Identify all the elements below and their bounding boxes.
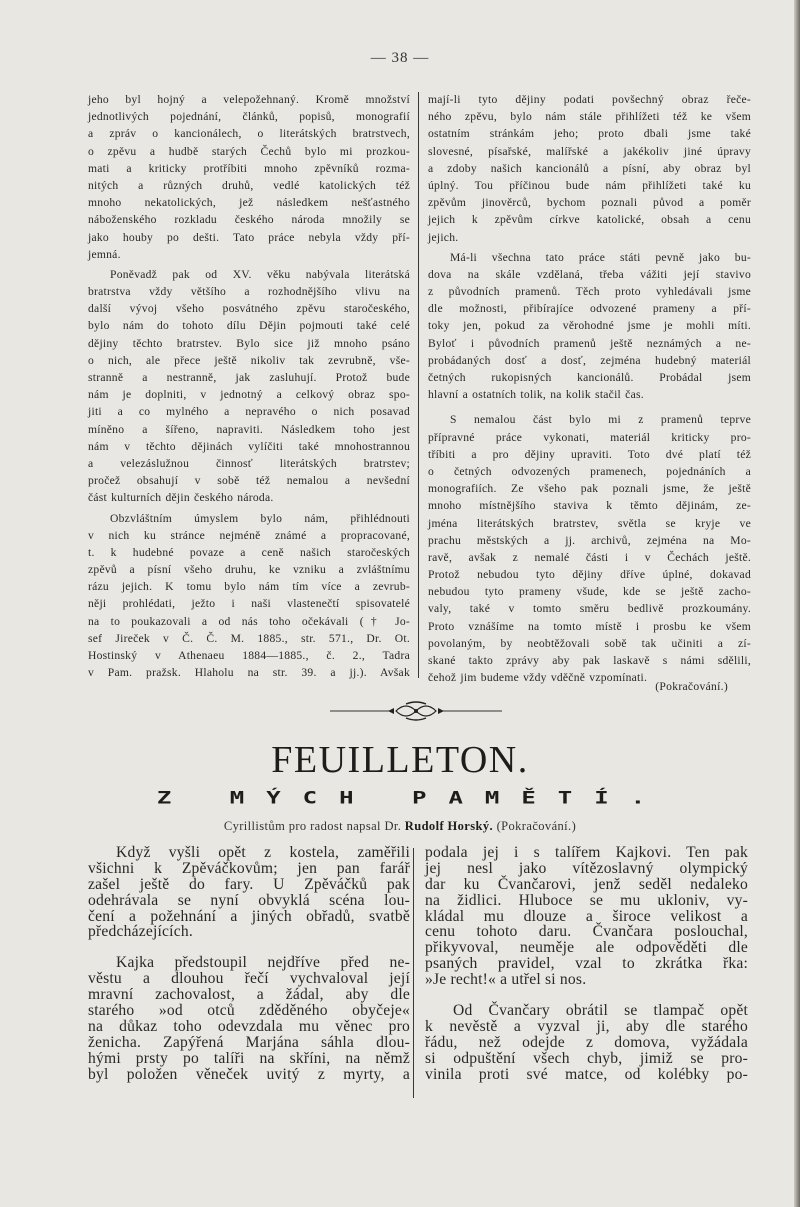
text-line: jednotlivých pojednání, článků, popisů, monografií xyxy=(88,110,410,124)
text-line: v nich ku stránce nejméně známé a propracované, xyxy=(88,528,410,542)
continued-note: (Pokračování.) xyxy=(655,680,728,693)
text-line: ženicha. Zapýřená Marjána sáhla dlou- xyxy=(88,1033,410,1051)
paragraph xyxy=(88,266,410,507)
text-line: odehrávala se nyní obvyklá scéna lou- xyxy=(88,891,410,909)
text-line: vinila proti své matce, od kolébky po- xyxy=(425,1065,748,1083)
text-line: jeho byl hojný a velepožehnaný. Kromě množství xyxy=(88,93,410,106)
text-line: míněno a šířeno, napraviti. Následkem toho jest xyxy=(88,422,410,436)
text-line: dle možnosti, přibírajíce odvozené prameny a pří- xyxy=(428,302,751,316)
paragraph xyxy=(88,91,410,263)
text-line: k nevěstě a vyzval ji, aby dle starého xyxy=(425,1017,748,1035)
text-line: o zpěvu a hudbě starých Čechů bylo mi prozkou- xyxy=(88,144,410,158)
paragraph xyxy=(88,955,410,1082)
text-line: monografiích. Ze všeho pak poznali jsme, že ještě xyxy=(428,482,751,496)
text-line: ostatním stránkám jeho; proto dbali jsme také xyxy=(428,127,751,141)
column-divider xyxy=(413,848,414,1098)
text-line: ravě, avšak z nemalé části i v Čechách ještě. xyxy=(428,550,751,564)
text-line: t. k hudebné povaze a ceně našich staročeských xyxy=(88,545,410,559)
text-line: povolaným, by neobtěžovali sobě tak učiniti a zí- xyxy=(428,636,751,650)
text-line: mnoho nekatolických, jež následkem nešťastného xyxy=(88,196,410,210)
text-line: mají-li tyto dějiny podati povšechný obraz řeče- xyxy=(428,93,751,106)
text-line: Protož nebudou tyto dějiny dříve úplné, dokavad xyxy=(428,568,751,582)
text-line: slovesné, písařské, malířské a jakékoliv jiné úpravy xyxy=(428,144,751,158)
text-line: prachu městských a jj. archivů, zejména na Mo- xyxy=(428,533,751,547)
text-line: byl položen věneček uvitý z myrty, a xyxy=(88,1065,410,1083)
text-line: jej nesl jako vítězoslavný olympický xyxy=(425,859,748,877)
text-line: jejich k zpěvům církve katolické, obsah a cenu xyxy=(428,213,751,227)
text-line: Hostinský v Athenaeu 1884—1885., č. 2., Tadra xyxy=(88,649,410,662)
text-line: S nemalou část bylo mi z pramenů teprve xyxy=(450,413,751,427)
text-line: mnoho místnějšího staviva k těmto dějinám, ze- xyxy=(428,499,751,513)
text-line: na židlici. Hluboce se mu ukloniv, vy- xyxy=(425,891,748,909)
text-line: jemná. xyxy=(88,247,121,261)
feuilleton-heading: FEUILLETON. xyxy=(271,739,529,781)
text-line: úplný. Tou příčinou bude nám přihlížeti také ku xyxy=(428,178,751,192)
text-line: toky jen, pokud za věrohodné jsme je mohli míti. xyxy=(428,319,751,333)
text-line: a zdoby našich kancionálů a písní, aby obraz byl xyxy=(428,161,751,175)
text-line: starého »od otců zděděného obyčeje« xyxy=(88,1002,410,1020)
text-line: náboženského rozkladu českého národa množily se xyxy=(88,213,410,227)
text-line: předcházejících. xyxy=(88,923,193,941)
text-line: »Je recht!« a utřel si nos. xyxy=(425,971,587,989)
text-line: kládal mu dlouze a široce velikost a xyxy=(425,907,748,925)
text-line: Od Čvančary obrátil se tlampač opět xyxy=(453,1002,748,1020)
text-line: a velezáslužnou činnosť literátských bratrstev; xyxy=(88,456,410,470)
text-line: bratrstva vždy většího a rozhodnějšího vlivu na xyxy=(88,285,410,299)
text-line: nitých a různých druhů, vedlé katolických též xyxy=(88,178,410,192)
text-line: dar ku Čvančarovi, jenž seděl nedaleko xyxy=(425,875,748,893)
text-line: Když vyšli opět z kostela, zaměřili xyxy=(116,844,410,861)
text-line: dova na skále vzdělaná, třeba vážiti její stavivo xyxy=(428,267,751,281)
paragraph xyxy=(428,249,751,404)
text-line: Poněvadž pak od XV. věku nabývala literátská xyxy=(110,267,410,281)
byline-prefix: Cyrillistům pro radost napsal Dr. xyxy=(223,819,402,833)
text-line: podala jej i s talířem Kajkovi. Ten pak xyxy=(425,844,748,861)
article-column-right xyxy=(428,91,751,686)
article-column-left xyxy=(88,91,410,681)
text-line: jména literátských bratrstev, světla se kryje ve xyxy=(428,516,751,530)
text-line: Má-li všechna tato práce státi pevně jako bu- xyxy=(450,250,751,264)
text-line: další vývoj všeho posvátného zpěvu staročeského, xyxy=(88,302,410,316)
text-line: Kajka předstoupil nejdříve před ne- xyxy=(116,954,410,972)
text-line: ného zpěvu, bylo nám stále přihlížeti též ke všem xyxy=(428,110,751,124)
text-line: z původních pramenů. Těch proto vyhledávali jsme xyxy=(428,285,751,299)
text-line: Proto vznášíme na tomto místě i prosbu ke všem xyxy=(428,619,751,633)
text-line: pročež obsahují v sobě též nemalou a nevšední xyxy=(88,474,410,488)
text-line: mati a kriticky protříbiti mnoho zpěvníků rozma- xyxy=(88,161,410,175)
text-line: hými prsty po talíři na skříni, na němž xyxy=(88,1049,410,1067)
paragraph xyxy=(428,411,751,686)
text-line: nebudou tyto prameny všude, kde se ještě zacho- xyxy=(428,585,751,599)
text-line: rázu jejich. K tomu bylo nám tím více a zevrub- xyxy=(88,580,410,594)
text-line: a zpráv o kancionálech, o literátských bratrstvech, xyxy=(88,127,410,141)
scan-edge xyxy=(794,0,800,1207)
text-line: Byloť i původních pramenů ještě neznámých a ne- xyxy=(428,336,751,350)
text-line: stranně a nestranně, jak zasluhují. Protož bude xyxy=(88,371,410,384)
text-line: psaných pravidel, vzal to zkrátka řka: xyxy=(425,955,748,973)
feuilleton-title: Z MÝCH PAMĚTÍ. xyxy=(156,788,668,808)
text-line: četných rukopisných kancionálů. Probádal jsem xyxy=(428,371,751,384)
text-line: nám v těchto dějinách vylíčiti také mnohostrannou xyxy=(88,439,410,453)
feuilleton-byline xyxy=(0,819,800,834)
column-divider xyxy=(418,92,419,678)
text-line: přípravné práce vykonati, materiál kriticky pro- xyxy=(428,430,751,444)
feuilleton-column-right xyxy=(425,845,748,1082)
text-line: cenu tohoto daru. Čvančara poslouchal, xyxy=(425,923,748,941)
text-line: hlavní a ostatních tolik, na kolik stačil čas. xyxy=(428,388,644,402)
text-line: něji prohlédati, ježto i naši vlastenečtí spisovatelé xyxy=(88,597,410,611)
text-line: všichni k Zpěváčkovům; jen pan farář xyxy=(88,859,410,877)
author-name: Rudolf Horský. xyxy=(404,819,494,833)
text-line: nám je doplniti, v jednotný a celkový obraz spo- xyxy=(88,388,410,402)
ornament-divider-icon xyxy=(330,700,502,722)
text-line: na důkaz toho odevzdala mu věnec pro xyxy=(88,1017,410,1035)
paragraph xyxy=(425,845,748,988)
paragraph xyxy=(425,1003,748,1082)
text-line: zpěvům jinověrců, bychom poznali původ a poměr xyxy=(428,196,751,210)
text-line: na to poukazovali a od nás toho očekávali († Jo- xyxy=(88,614,410,628)
text-line: jako houby po dešti. Tato práce nebyla vždy pří- xyxy=(88,230,410,244)
text-line: probádaných dosť a dosť, zejména hudebný materiál xyxy=(428,353,751,367)
text-line: zpěvů a písní všeho druhu, ke vzniku a zvláštnímu xyxy=(88,563,410,577)
text-line: mravní zachovalost, a žádal, aby dle xyxy=(88,986,410,1004)
text-line: přikyvoval, neuměje ale odpověděti dle xyxy=(425,939,748,957)
paragraph xyxy=(88,510,410,682)
text-line: věstu a dlouhou řečí vychvaloval její xyxy=(88,970,410,988)
paragraph xyxy=(88,845,410,940)
text-line: si odpuštění všech chyb, jimiž se pro- xyxy=(425,1049,748,1067)
text-line: o nich, ale přece ještě nikoliv tak zevrubně, vše- xyxy=(88,353,410,367)
text-line: jiti a co mylného a nepravého o nich posavad xyxy=(88,405,410,419)
text-line: čehož jim budeme vždy vděčně vzpomínati. xyxy=(428,671,648,685)
text-line: o četných odvozených pramenech, pojednáních a xyxy=(428,464,751,478)
page-number: — 38 — xyxy=(370,50,430,66)
text-line: valy, také v tomto směru bedlivě prozkoumány. xyxy=(428,602,751,616)
text-line: část kulturních dějin českého národa. xyxy=(88,491,274,505)
text-line: čení a požehnání a jiných obřadů, svatbě xyxy=(88,907,410,925)
text-line: zašel ještě do fary. U Zpěváčků pak xyxy=(88,875,410,893)
paragraph xyxy=(428,91,751,246)
text-line: tříbiti a pro dějiny upraviti. Toto dvé platí též xyxy=(428,447,751,461)
text-line: skané takto zprávy aby pak laskavě s námi sdělili, xyxy=(428,654,751,667)
text-line: bylo nám do tohoto dílu Dějin pojmouti také celé xyxy=(88,319,410,333)
text-line: řádu, než odejde z domova, vyžádala xyxy=(425,1033,748,1051)
text-line: Obzvláštním úmyslem bylo nám, přihlédnouti xyxy=(110,511,410,525)
text-line: v Pam. pražsk. Hlaholu na str. 39. a jj.). Avšak xyxy=(88,666,410,680)
text-line: dějiny těchto bratrstev. Bylo sice již mnoho psáno xyxy=(88,336,410,350)
text-line: sef Jireček v Č. Č. M. 1885., str. 571., Dr. Ot. xyxy=(88,631,410,645)
text-line: jejich. xyxy=(428,230,459,244)
feuilleton-column-left xyxy=(88,845,410,1082)
byline-continued: (Pokračování.) xyxy=(496,819,577,833)
